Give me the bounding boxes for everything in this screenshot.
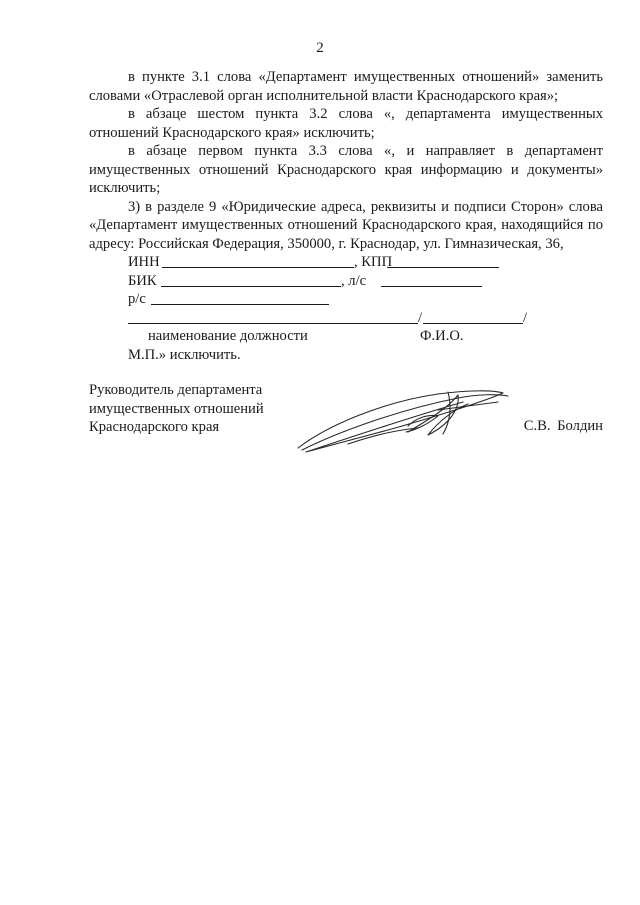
bik-ls-line xyxy=(89,272,603,291)
bik-label: БИК xyxy=(128,272,157,289)
ls-blank-line xyxy=(381,272,482,287)
slash-1: / xyxy=(418,309,423,326)
bik-blank-line xyxy=(161,272,341,287)
rs-line xyxy=(89,290,603,309)
paragraph-3: в абзаце первом пункта 3.3 слова «, и направляет в департамент имущественных отношений Краснодарского края информацию и документы» исключить; xyxy=(89,143,603,196)
signature-blank-line xyxy=(89,309,603,328)
position-caption: наименование должности xyxy=(148,328,308,344)
rs-blank-line xyxy=(151,290,329,305)
paragraph-4: 3) в разделе 9 «Юридические адреса, реквизиты и подписи Сторон» слова «Департамент имущественных отношений Краснодарского края, находящийся по адресу: Российская Федерация, 350000, г. Краснодар, ул. Гимназическая, 36, xyxy=(89,198,603,252)
signatory-title-line-3: Краснодарского края xyxy=(89,419,220,435)
kpp-blank-line xyxy=(387,253,499,268)
inn-blank-line xyxy=(162,253,354,268)
slash-2: / xyxy=(523,309,528,326)
inn-kpp-line xyxy=(89,253,603,272)
document-body xyxy=(89,68,603,364)
paragraph-1: в пункте 3.1 слова «Департамент имущественных отношений» заменить словами «Отраслевой орган исполнительной власти Краснодарского края»; xyxy=(89,69,603,104)
ls-label: , л/с xyxy=(341,272,367,289)
mp-line xyxy=(89,346,603,365)
signatory-title-line-1: Руководитель департамента xyxy=(89,382,263,398)
kpp-label: , КПП xyxy=(354,254,393,270)
signatory-title xyxy=(89,381,264,437)
signatory-title-line-2: имущественных отношений xyxy=(89,400,264,417)
page-number: 2 xyxy=(316,40,324,56)
fio-caption: Ф.И.О. xyxy=(420,328,464,344)
handwritten-signature xyxy=(288,380,518,465)
inn-label: ИНН xyxy=(128,254,160,270)
paragraph-2: в абзаце шестом пункта 3.2 слова «, департамента имущественных отношений Краснодарского края» исключить; xyxy=(89,106,603,141)
signatory-name: С.В. Болдин xyxy=(523,418,603,434)
mp-text: М.П.» исключить. xyxy=(128,346,241,363)
rs-label: р/с xyxy=(128,291,146,307)
fio-blank-line xyxy=(423,309,523,324)
captions-line xyxy=(89,327,603,346)
position-blank-line xyxy=(128,309,418,324)
